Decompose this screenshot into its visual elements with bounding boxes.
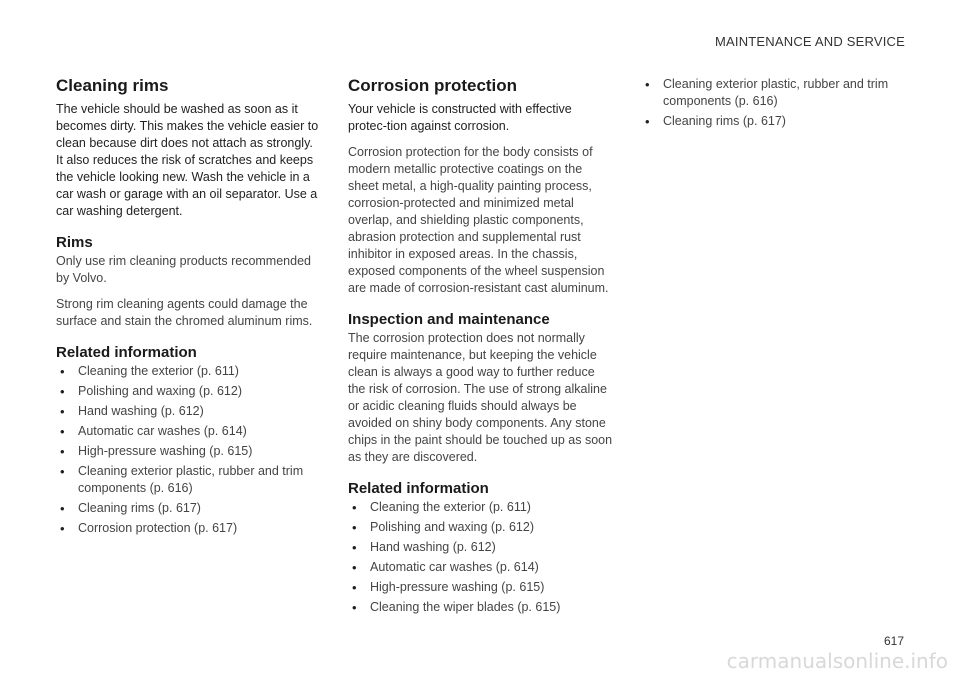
related-link[interactable]: • Cleaning the exterior (p. 611) <box>348 499 613 516</box>
related-link[interactable]: • Cleaning exterior plastic, rubber and trim components (p. 616) <box>641 76 906 110</box>
related-link[interactable]: • Cleaning exterior plastic, rubber and trim components (p. 616) <box>56 463 321 497</box>
rims-paragraph-2: Strong rim cleaning agents could damage the surface and stain the chromed aluminum rims. <box>56 297 313 328</box>
corrosion-protection-title: Corrosion protection <box>348 76 518 95</box>
related-link[interactable]: • Cleaning the wiper blades (p. 615) <box>348 599 613 616</box>
column-left <box>56 76 321 540</box>
inspection-body: The corrosion protection does not normally require maintenance, but keeping the vehicle clean is always a good way to further reduce the risk of corrosion. The use of strong alkaline or acidic cleaning fluids should always be avoided on shiny body components. Any stone chips in the paint should be touched up as soon as they are discovered. <box>348 331 613 464</box>
related-link[interactable]: • Automatic car washes (p. 614) <box>56 423 321 440</box>
related-link[interactable]: • Cleaning rims (p. 617) <box>56 500 321 517</box>
column-middle <box>348 76 613 619</box>
cleaning-rims-title: Cleaning rims <box>56 76 169 95</box>
related-link[interactable]: • High-pressure washing (p. 615) <box>56 443 321 460</box>
related-link[interactable]: • Hand washing (p. 612) <box>348 539 613 556</box>
related-info-heading: Related information <box>348 480 489 497</box>
related-info-heading: Related information <box>56 344 197 361</box>
related-info-list <box>348 499 613 616</box>
corrosion-intro: Your vehicle is constructed with effective protec-tion against corrosion. <box>348 102 572 133</box>
section-header: MAINTENANCE AND SERVICE <box>714 34 905 49</box>
related-info-list-continued <box>641 76 906 130</box>
rims-paragraph-1: Only use rim cleaning products recommended by Volvo. <box>56 254 311 285</box>
related-info-list <box>56 363 321 537</box>
related-link[interactable]: • Hand washing (p. 612) <box>56 403 321 420</box>
corrosion-body: Corrosion protection for the body consists of modern metallic protective coatings on the sheet metal, a high-quality painting process, corrosion-protected and minimized metal overlap, and shielding plastic components, abrasion protection and supplemental rust inhibitor in exposed areas. In the chassis, exposed components of the wheel suspension are made of corrosion-resistant cast aluminum. <box>348 145 609 295</box>
inspection-heading: Inspection and maintenance <box>348 311 550 328</box>
related-link[interactable]: • High-pressure washing (p. 615) <box>348 579 613 596</box>
watermark: carmanualsonline.info <box>726 649 948 673</box>
column-right <box>641 76 906 133</box>
rims-heading: Rims <box>56 234 93 251</box>
related-link[interactable]: • Cleaning rims (p. 617) <box>641 113 906 130</box>
related-link[interactable]: • Polishing and waxing (p. 612) <box>348 519 613 536</box>
cleaning-rims-intro: The vehicle should be washed as soon as it becomes dirty. This makes the vehicle easier to clean because dirt does not attach as strongly. It also reduces the risk of scratches and keeps the vehicle looking new. Wash the vehicle in a car wash or garage with an oil separator. Use a car washing detergent. <box>56 102 319 218</box>
related-link[interactable]: • Cleaning the exterior (p. 611) <box>56 363 321 380</box>
related-link[interactable]: • Polishing and waxing (p. 612) <box>56 383 321 400</box>
related-link[interactable]: • Corrosion protection (p. 617) <box>56 520 321 537</box>
page-number: 617 <box>883 634 904 648</box>
related-link[interactable]: • Automatic car washes (p. 614) <box>348 559 613 576</box>
